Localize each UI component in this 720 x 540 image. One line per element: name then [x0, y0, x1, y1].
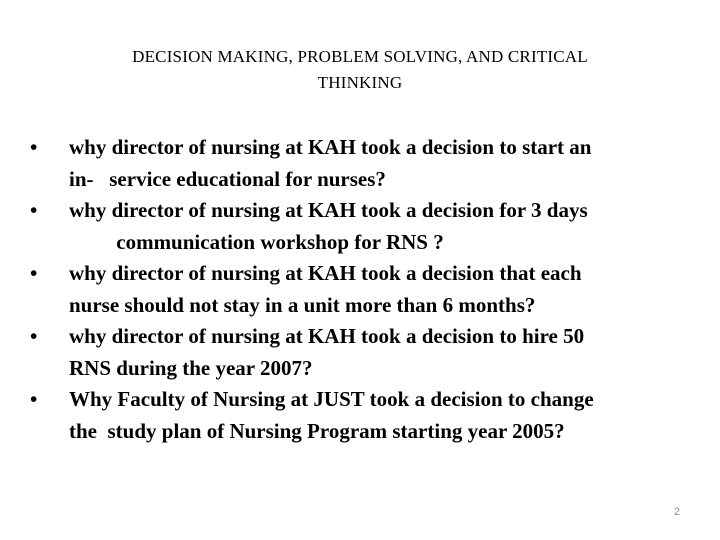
- bullet-item: [30, 321, 680, 384]
- bullet-item: [30, 258, 680, 321]
- bullet-text: why director of nursing at KAH took a decision to hire 50 RNS during the year 2007?: [69, 324, 585, 380]
- bullet-text: Why Faculty of Nursing at JUST took a decision to change the study plan of Nursing Program starting year 2005?: [69, 387, 594, 443]
- bullet-dot-icon: •: [30, 261, 38, 285]
- bullet-text: why director of nursing at KAH took a decision to start an in- service educational for nurses?: [69, 135, 592, 191]
- bullet-dot-icon: •: [30, 135, 38, 159]
- page-number: 2: [673, 506, 680, 518]
- bullet-item: [30, 132, 680, 195]
- bullet-text: why director of nursing at KAH took a decision for 3 days communication workshop for RNS ?: [69, 198, 588, 254]
- bullet-text: why director of nursing at KAH took a decision that each nurse should not stay in a unit more than 6 months?: [69, 261, 582, 317]
- bullet-item: [30, 384, 680, 447]
- bullet-item: [30, 195, 680, 258]
- bullet-dot-icon: •: [30, 324, 38, 348]
- bullet-list: [30, 132, 680, 447]
- bullet-dot-icon: •: [30, 198, 38, 222]
- slide-title-line-1: DECISION MAKING, PROBLEM SOLVING, AND CRITICAL: [132, 47, 588, 66]
- slide-title-line-2: THINKING: [317, 73, 403, 92]
- slide-title: [60, 44, 660, 96]
- bullet-dot-icon: •: [30, 387, 38, 411]
